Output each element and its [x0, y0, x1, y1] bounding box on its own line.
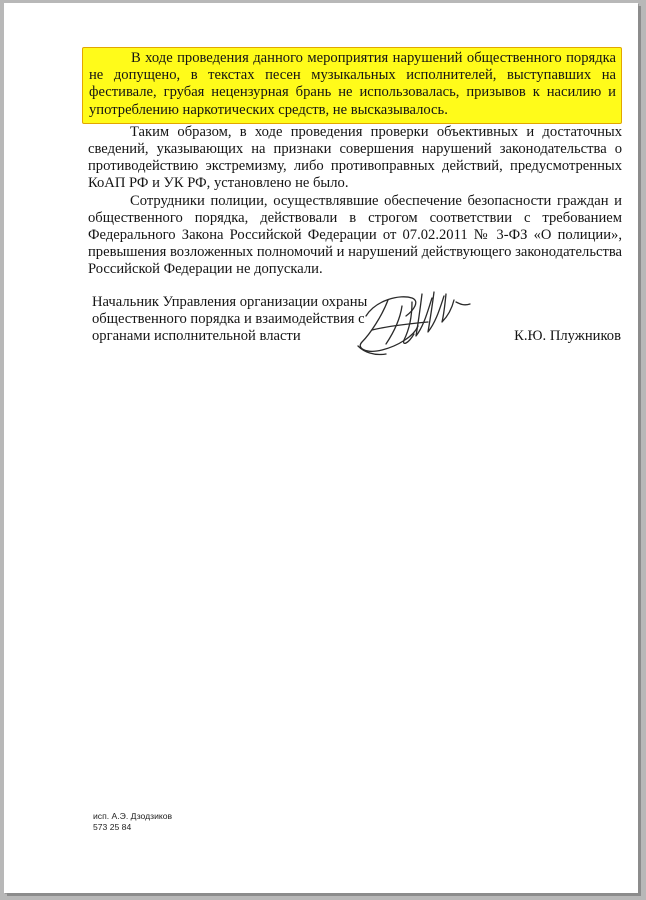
signature-block — [92, 294, 622, 374]
signatory-name: К.Ю. Плужников — [514, 328, 621, 344]
police-conduct-paragraph: Сотрудники полиции, осуществлявшие обеспечение безопасности граждан и общественного порядка, действовали в строгом соответствии с требованием Федерального Закона Российской Федерации от 07.02.2011 № 3-ФЗ «О полиции», превышения возложенных полномочий и нарушений действующего законодательства Российской Федерации не допускали. — [88, 192, 622, 278]
executor-footer — [93, 811, 172, 833]
executor-name: исп. А.Э. Дзодзиков — [93, 811, 173, 821]
executor-phone: 573 25 84 — [93, 822, 132, 832]
document-page — [4, 3, 638, 893]
highlighted-paragraph: В ходе проведения данного мероприятия нарушений общественного порядка не допущено, в текстах песен музыкальных исполнителей, выступавших на фестивале, грубая нецензурная брань не использовалась, призывов к насилию и употреблению наркотических средств, не высказывалось. — [82, 47, 622, 124]
conclusion-paragraph: Таким образом, в ходе проведения проверки объективных и достаточных сведений, указывающих на признаки совершения нарушений законодательства о противодействию экстремизму, либо противоправных действий, предусмотренных КоАП РФ и УК РФ, установлено не было. — [88, 123, 622, 192]
signatory-title: Начальник Управления организации охраны общественного порядка и взаимодействия с органами исполнительной власти — [92, 294, 368, 345]
handwritten-signature — [348, 286, 498, 366]
document-body — [88, 47, 622, 279]
